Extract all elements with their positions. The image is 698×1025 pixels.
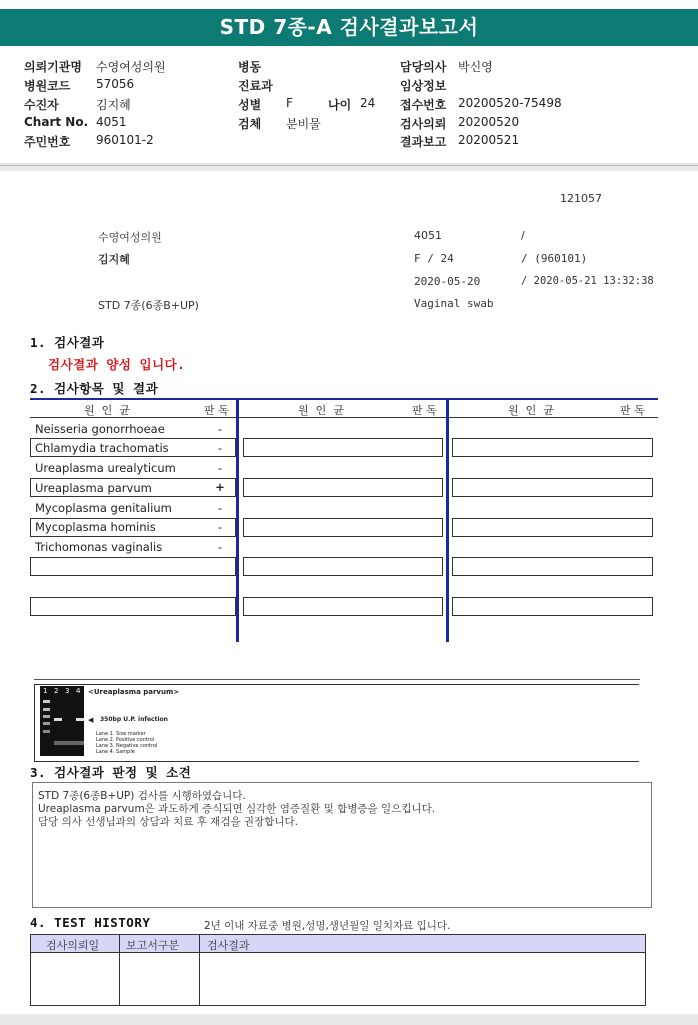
positive-band xyxy=(54,718,62,721)
section4-title: 4. TEST HISTORY xyxy=(30,915,151,930)
request-label: 검사의뢰 xyxy=(400,117,447,131)
doc-birth: / (960101) xyxy=(521,252,588,265)
doctor-value: 박신영 xyxy=(458,60,493,74)
opinion-line: STD 7종(6종B+UP) 검사를 시행하였습니다. xyxy=(38,790,246,802)
column-divider-2 xyxy=(446,398,449,642)
primer-band xyxy=(54,741,84,745)
row-box xyxy=(243,557,443,576)
marker-band xyxy=(43,700,50,703)
col2-result-header: 판 독 xyxy=(412,404,437,417)
row-box xyxy=(452,518,653,537)
specimen-value: 분비물 xyxy=(286,117,321,131)
doc-clinic: 수영여성의원 xyxy=(98,231,162,244)
section1-result: 검사결과 양성 입니다. xyxy=(48,357,186,372)
gel-legend: Lane 1. Size marker xyxy=(96,731,146,737)
doc-code: 121057 xyxy=(560,192,602,205)
gel-legend: Lane 3. Negative control xyxy=(96,743,158,749)
marker-band xyxy=(43,730,50,733)
opinion-line: Ureaplasma parvum은 과도하게 증식되면 심각한 염증질환 및 합병증을 일으킵니다. xyxy=(38,803,436,815)
history-note: 2년 이내 자료중 병원,성명,생년월일 일치자료 입니다. xyxy=(204,920,451,932)
marker-band xyxy=(43,715,50,718)
history-col-report-type: 보고서구분 xyxy=(126,939,180,952)
history-body xyxy=(30,952,646,1006)
clinical-label: 임상정보 xyxy=(400,79,447,93)
doc-date-report: / 2020-05-21 13:32:38 xyxy=(521,275,654,287)
history-col-divider xyxy=(199,934,200,1006)
organism-name: Ureaplasma urealyticum xyxy=(35,461,176,475)
history-col-result: 검사결과 xyxy=(207,939,250,952)
chart-value: 4051 xyxy=(96,115,127,129)
doc-slash: / xyxy=(521,229,525,242)
lane-number: 1 xyxy=(43,687,48,695)
chart-label: Chart No. xyxy=(24,115,89,129)
separator-line xyxy=(0,165,698,166)
section2-title: 2. 검사항목 및 결과 xyxy=(30,381,159,396)
org-label: 의뢰기관명 xyxy=(24,60,82,74)
receipt-value: 20200520-75498 xyxy=(458,96,562,110)
organism-result: - xyxy=(217,520,223,534)
hosp-code-label: 병원코드 xyxy=(24,79,71,93)
report-label: 결과보고 xyxy=(400,135,447,149)
doc-test-name: STD 7종(6종B+UP) xyxy=(98,299,199,312)
arrow-icon: ◀ xyxy=(88,716,94,724)
history-col-divider xyxy=(119,934,120,1006)
organism-result: - xyxy=(217,501,223,515)
doc-date-request: 2020-05-20 xyxy=(414,275,481,288)
organism-result: - xyxy=(217,422,223,436)
gel-top-rule xyxy=(34,679,640,680)
organism-name: Neisseria gonorrhoeae xyxy=(35,422,165,436)
opinion-line: 담당 의사 선생님과의 상담과 치료 후 재검을 권장합니다. xyxy=(38,816,298,828)
org-value: 수영여성의원 xyxy=(96,60,166,74)
patient-value: 김지혜 xyxy=(96,98,131,112)
rrn-label: 주민번호 xyxy=(24,135,71,149)
organism-result-positive: + xyxy=(215,480,225,494)
doc-sex-age: F / 24 xyxy=(414,252,454,265)
sex-label: 성별 xyxy=(238,98,262,112)
row-box xyxy=(243,438,443,457)
col1-header: 원 인 균 xyxy=(84,404,130,417)
marker-band xyxy=(43,722,50,725)
marker-band xyxy=(43,708,50,711)
gel-band-label: 350bp U.P. infection xyxy=(100,716,168,723)
history-col-request-date: 검사의뢰일 xyxy=(46,939,100,952)
section3-title: 3. 검사결과 판정 및 소견 xyxy=(30,765,192,780)
column-divider-1 xyxy=(236,398,239,642)
col1-result-header: 판 독 xyxy=(204,404,229,417)
col3-header: 원 인 균 xyxy=(508,404,554,417)
patient-label: 수진자 xyxy=(24,98,59,112)
doc-specimen: Vaginal swab xyxy=(414,297,494,310)
age-value: 24 xyxy=(360,96,376,110)
lane-number: 3 xyxy=(65,687,70,695)
organism-result: - xyxy=(217,441,223,455)
organism-name: Trichomonas vaginalis xyxy=(35,540,163,554)
organism-result: - xyxy=(217,461,223,475)
gel-electrophoresis-image xyxy=(40,686,84,756)
organism-name-positive: Ureaplasma parvum xyxy=(35,481,152,495)
row-box xyxy=(243,478,443,497)
gel-legend: Lane 4. Sample xyxy=(96,749,135,755)
ward-label: 병동 xyxy=(238,60,262,74)
footer-band xyxy=(0,1014,698,1025)
history-header-row xyxy=(30,934,646,953)
row-box xyxy=(30,597,236,616)
age-label: 나이 xyxy=(328,98,352,112)
report-title: STD 7종-A 검사결과보고서 xyxy=(0,9,698,46)
rrn-value: 960101-2 xyxy=(96,133,154,147)
dept-label: 진료과 xyxy=(238,79,273,93)
doctor-label: 담당의사 xyxy=(400,60,447,74)
row-box xyxy=(452,478,653,497)
col2-header: 원 인 균 xyxy=(298,404,344,417)
row-box xyxy=(452,557,653,576)
gel-legend: Lane 2. Positive control xyxy=(96,737,155,743)
sample-band xyxy=(76,718,84,721)
row-box xyxy=(452,597,653,616)
row-box xyxy=(452,438,653,457)
table-top-rule xyxy=(30,398,658,400)
sex-value: F xyxy=(286,96,293,110)
row-box xyxy=(243,597,443,616)
request-value: 20200520 xyxy=(458,115,520,129)
organism-name: Mycoplasma hominis xyxy=(35,520,156,534)
report-value: 20200521 xyxy=(458,133,520,147)
doc-patient: 김지혜 xyxy=(98,253,130,266)
section1-title: 1. 검사결과 xyxy=(30,335,105,350)
col3-result-header: 판 독 xyxy=(620,404,645,417)
gel-title: <Ureaplasma parvum> xyxy=(88,688,180,696)
lane-number: 4 xyxy=(76,687,81,695)
specimen-label: 검체 xyxy=(238,117,262,131)
organism-name: Chlamydia trachomatis xyxy=(35,441,169,455)
lane-number: 2 xyxy=(54,687,59,695)
row-box xyxy=(30,557,236,576)
doc-chart: 4051 xyxy=(414,229,442,242)
row-box xyxy=(243,518,443,537)
hosp-code-value: 57056 xyxy=(96,77,135,91)
organism-result: - xyxy=(217,540,223,554)
receipt-label: 접수번호 xyxy=(400,98,447,112)
organism-name: Mycoplasma genitalium xyxy=(35,501,172,515)
